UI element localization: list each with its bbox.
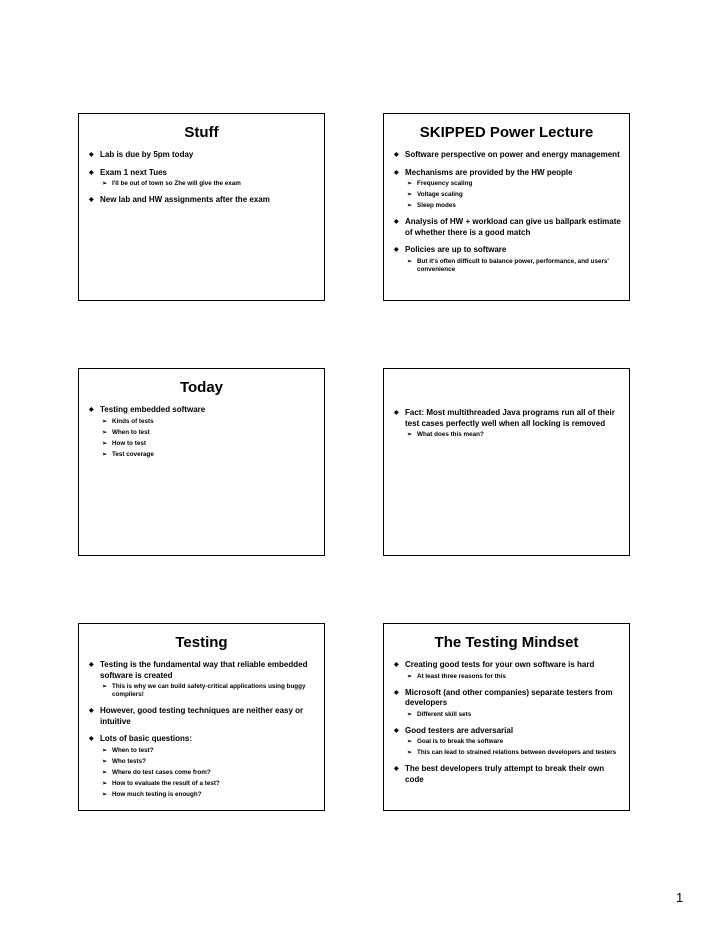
sub-bullet-item: ➢ Kinds of tests — [100, 418, 318, 426]
sub-bullet-item: ➢ How to test — [100, 440, 318, 448]
slide-title: SKIPPED Power Lecture — [419, 124, 594, 141]
slide-title: Stuff — [184, 124, 219, 141]
sub-bullet-item: ➢ Goal is to break the software — [405, 738, 623, 746]
sub-bullet-item: ➢ Voltage scaling — [405, 191, 623, 199]
bullet-list — [384, 408, 629, 439]
bullet-list — [79, 660, 324, 799]
bullet-item: ◆ Mechanisms are provided by the HW people ➢ Frequency scaling ➢ Voltage scaling ➢ Sleep modes — [384, 168, 623, 211]
sub-bullet-item: ➢ I'll be out of town so Zhe will give the exam — [100, 180, 318, 188]
bullet-item: ◆ However, good testing techniques are neither easy or intuitive — [79, 706, 318, 727]
bullet-item: ◆ New lab and HW assignments after the exam — [79, 195, 318, 206]
sub-bullet-item: ➢ How to evaluate the result of a test? — [100, 780, 318, 788]
slide-title: Testing — [175, 634, 228, 651]
sub-bullet-item: ➢ Different skill sets — [405, 711, 623, 719]
bullet-list — [79, 405, 324, 459]
slide-today — [78, 368, 325, 556]
bullet-item: ◆ Software perspective on power and energy management — [384, 150, 623, 161]
sub-bullet-item: ➢ This is why we can build safety-critical applications using buggy compilers! — [100, 683, 318, 699]
bullet-item: ◆ Analysis of HW + workload can give us ballpark estimate of whether there is a good match — [384, 217, 623, 238]
slide-stuff — [78, 113, 325, 301]
sub-bullet-item: ➢ At least three reasons for this — [405, 673, 623, 681]
sub-bullet-item: ➢ Test coverage — [100, 451, 318, 459]
sub-bullet-item: ➢ How much testing is enough? — [100, 791, 318, 799]
slide-skipped-power-lecture — [383, 113, 630, 301]
sub-bullet-item: ➢ But it's often difficult to balance power, performance, and users' convenience — [405, 258, 623, 274]
bullet-list — [384, 150, 629, 274]
bullet-list — [79, 150, 324, 206]
bullet-item: ◆ Testing embedded software ➢ Kinds of tests ➢ When to test ➢ How to test ➢ Test coverage — [79, 405, 318, 459]
slide-java-locking-fact — [383, 368, 630, 556]
bullet-item: ◆ Lots of basic questions: ➢ When to test? ➢ Who tests? ➢ Where do test cases come from? ➢ How to evaluate the result of a test? ➢ How much testing is enough? — [79, 734, 318, 799]
bullet-list — [384, 660, 629, 785]
sub-bullet-item: ➢ Sleep modes — [405, 202, 623, 210]
slide-title: The Testing Mindset — [434, 634, 579, 651]
bullet-item: ◆ Testing is the fundamental way that reliable embedded software is created ➢ This is why we can build safety-critical applications using buggy compilers! — [79, 660, 318, 699]
bullet-item: ◆ Policies are up to software ➢ But it's often difficult to balance power, performance, and users' convenience — [384, 245, 623, 274]
bullet-item: ◆ Creating good tests for your own software is hard ➢ At least three reasons for this — [384, 660, 623, 681]
bullet-item: ◆ Microsoft (and other companies) separate testers from developers ➢ Different skill sets — [384, 688, 623, 719]
bullet-item: ◆ Lab is due by 5pm today — [79, 150, 318, 161]
sub-bullet-item: ➢ What does this mean? — [405, 431, 623, 439]
sub-bullet-item: ➢ When to test — [100, 429, 318, 437]
sub-bullet-item: ➢ When to test? — [100, 747, 318, 755]
slide-title: Today — [179, 379, 224, 396]
sub-bullet-item: ➢ Who tests? — [100, 758, 318, 766]
slide-testing-mindset — [383, 623, 630, 811]
sub-bullet-item: ➢ Frequency scaling — [405, 180, 623, 188]
page-number: 1 — [676, 890, 684, 905]
bullet-item: ◆ Exam 1 next Tues ➢ I'll be out of town so Zhe will give the exam — [79, 168, 318, 189]
sub-bullet-item: ➢ This can lead to strained relations between developers and testers — [405, 749, 623, 757]
bullet-item: ◆ Fact: Most multithreaded Java programs run all of their test cases perfectly well when all locking is removed ➢ What does this mean? — [384, 408, 623, 439]
bullet-item: ◆ Good testers are adversarial ➢ Goal is to break the software ➢ This can lead to strained relations between developers and testers — [384, 726, 623, 758]
slide-testing — [78, 623, 325, 811]
sub-bullet-item: ➢ Where do test cases come from? — [100, 769, 318, 777]
bullet-item: ◆ The best developers truly attempt to break their own code — [384, 764, 623, 785]
